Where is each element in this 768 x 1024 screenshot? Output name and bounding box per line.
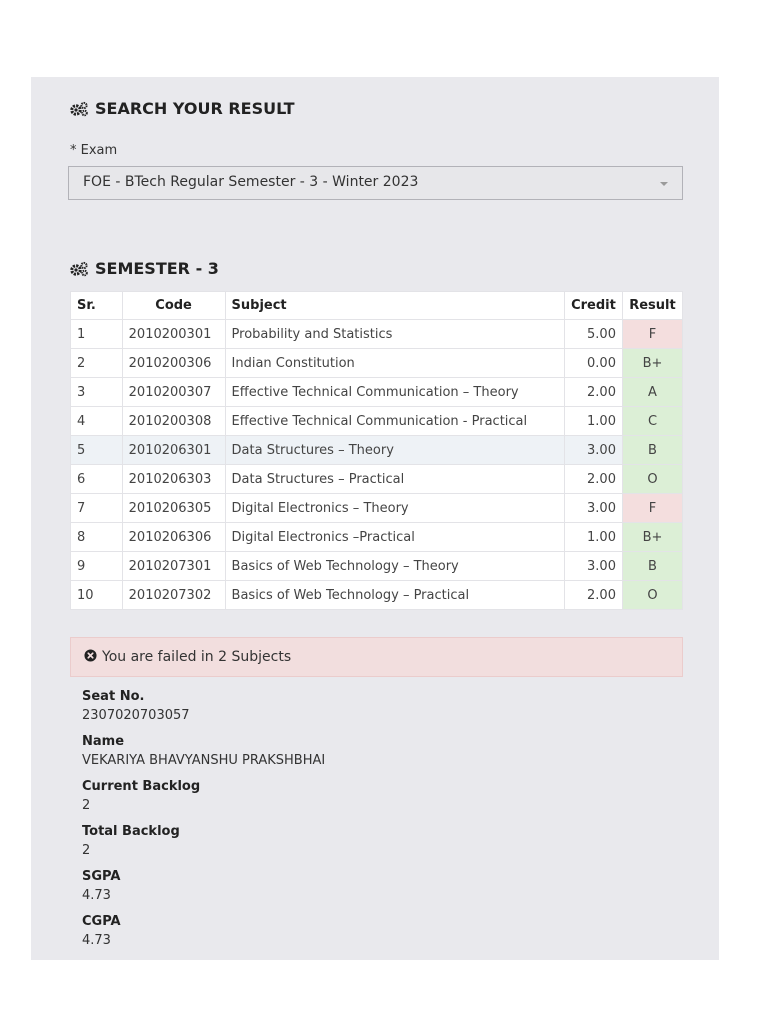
header-subject: Subject xyxy=(225,292,564,320)
table-row xyxy=(71,552,683,581)
cell-result: B xyxy=(622,552,682,581)
cell-sr: 8 xyxy=(71,523,123,552)
cell-sr: 10 xyxy=(71,581,123,610)
cell-sr: 3 xyxy=(71,378,123,407)
table-row xyxy=(71,349,683,378)
name-block xyxy=(82,732,325,770)
table-row xyxy=(71,407,683,436)
cell-result: F xyxy=(622,320,682,349)
exam-select-value: FOE - BTech Regular Semester - 3 - Winter 2023 xyxy=(83,174,419,190)
cell-subject: Data Structures – Practical xyxy=(225,465,564,494)
seat-no-block xyxy=(82,687,190,725)
name-value: VEKARIYA BHAVYANSHU PRAKSHBHAI xyxy=(82,753,326,768)
cell-code: 2010206303 xyxy=(122,465,225,494)
cell-subject: Probability and Statistics xyxy=(225,320,564,349)
cell-credit: 2.00 xyxy=(565,465,623,494)
table-header-row xyxy=(71,292,683,320)
cell-credit: 0.00 xyxy=(565,349,623,378)
cell-sr: 4 xyxy=(71,407,123,436)
table-row xyxy=(71,378,683,407)
current-backlog-value: 2 xyxy=(82,798,91,813)
cell-code: 2010206301 xyxy=(122,436,225,465)
cell-subject: Effective Technical Communication - Practical xyxy=(225,407,564,436)
cell-sr: 6 xyxy=(71,465,123,494)
total-backlog-block xyxy=(82,822,180,860)
cgpa-block xyxy=(82,912,121,950)
table-row xyxy=(71,465,683,494)
cogs-icon xyxy=(69,101,89,117)
sgpa-block xyxy=(82,867,120,905)
table-row xyxy=(71,523,683,552)
cogs-icon xyxy=(69,261,89,277)
total-backlog-label: Total Backlog xyxy=(82,824,180,839)
header-result: Result xyxy=(622,292,682,320)
cell-credit: 3.00 xyxy=(565,436,623,465)
cell-subject: Indian Constitution xyxy=(225,349,564,378)
cell-code: 2010207301 xyxy=(122,552,225,581)
cell-code: 2010200306 xyxy=(122,349,225,378)
search-result-title: SEARCH YOUR RESULT xyxy=(95,99,295,118)
result-table xyxy=(70,291,683,610)
semester-heading xyxy=(69,259,219,278)
cell-result: A xyxy=(622,378,682,407)
cell-sr: 5 xyxy=(71,436,123,465)
cell-subject: Digital Electronics –Practical xyxy=(225,523,564,552)
seat-no-label: Seat No. xyxy=(82,689,145,704)
cell-result: B+ xyxy=(622,349,682,378)
cell-code: 2010206305 xyxy=(122,494,225,523)
cell-subject: Effective Technical Communication – Theory xyxy=(225,378,564,407)
cell-subject: Basics of Web Technology – Theory xyxy=(225,552,564,581)
cell-code: 2010207302 xyxy=(122,581,225,610)
cell-code: 2010200301 xyxy=(122,320,225,349)
cell-result: C xyxy=(622,407,682,436)
cgpa-value: 4.73 xyxy=(82,933,111,948)
alert-text: You are failed in 2 Subjects xyxy=(102,649,292,665)
cell-subject: Basics of Web Technology – Practical xyxy=(225,581,564,610)
cell-code: 2010200307 xyxy=(122,378,225,407)
cell-credit: 3.00 xyxy=(565,552,623,581)
cell-credit: 1.00 xyxy=(565,523,623,552)
cell-sr: 7 xyxy=(71,494,123,523)
header-credit: Credit xyxy=(565,292,623,320)
result-panel xyxy=(31,77,719,960)
header-sr: Sr. xyxy=(71,292,123,320)
seat-no-value: 2307020703057 xyxy=(82,708,190,723)
cell-code: 2010200308 xyxy=(122,407,225,436)
cell-result: O xyxy=(622,465,682,494)
cell-sr: 1 xyxy=(71,320,123,349)
cell-credit: 5.00 xyxy=(565,320,623,349)
table-row xyxy=(71,320,683,349)
exam-label: * Exam xyxy=(70,143,118,158)
total-backlog-value: 2 xyxy=(82,843,91,858)
cell-result: B+ xyxy=(622,523,682,552)
exam-select[interactable] xyxy=(68,166,683,200)
cell-sr: 9 xyxy=(71,552,123,581)
sgpa-label: SGPA xyxy=(82,869,121,884)
name-label: Name xyxy=(82,734,125,749)
cell-subject: Data Structures – Theory xyxy=(225,436,564,465)
cell-code: 2010206306 xyxy=(122,523,225,552)
search-result-heading xyxy=(69,99,295,118)
cgpa-label: CGPA xyxy=(82,914,121,929)
cell-credit: 3.00 xyxy=(565,494,623,523)
cell-result: F xyxy=(622,494,682,523)
times-circle-icon xyxy=(84,649,97,666)
semester-title: SEMESTER - 3 xyxy=(95,259,219,278)
table-row xyxy=(71,581,683,610)
cell-subject: Digital Electronics – Theory xyxy=(225,494,564,523)
current-backlog-block xyxy=(82,777,200,815)
table-row xyxy=(71,494,683,523)
cell-credit: 2.00 xyxy=(565,581,623,610)
cell-credit: 2.00 xyxy=(565,378,623,407)
cell-result: O xyxy=(622,581,682,610)
failed-subjects-alert xyxy=(70,637,683,677)
sgpa-value: 4.73 xyxy=(82,888,111,903)
table-row xyxy=(71,436,683,465)
header-code: Code xyxy=(122,292,225,320)
cell-credit: 1.00 xyxy=(565,407,623,436)
current-backlog-label: Current Backlog xyxy=(82,779,201,794)
caret-down-icon xyxy=(660,182,668,186)
cell-result: B xyxy=(622,436,682,465)
cell-sr: 2 xyxy=(71,349,123,378)
